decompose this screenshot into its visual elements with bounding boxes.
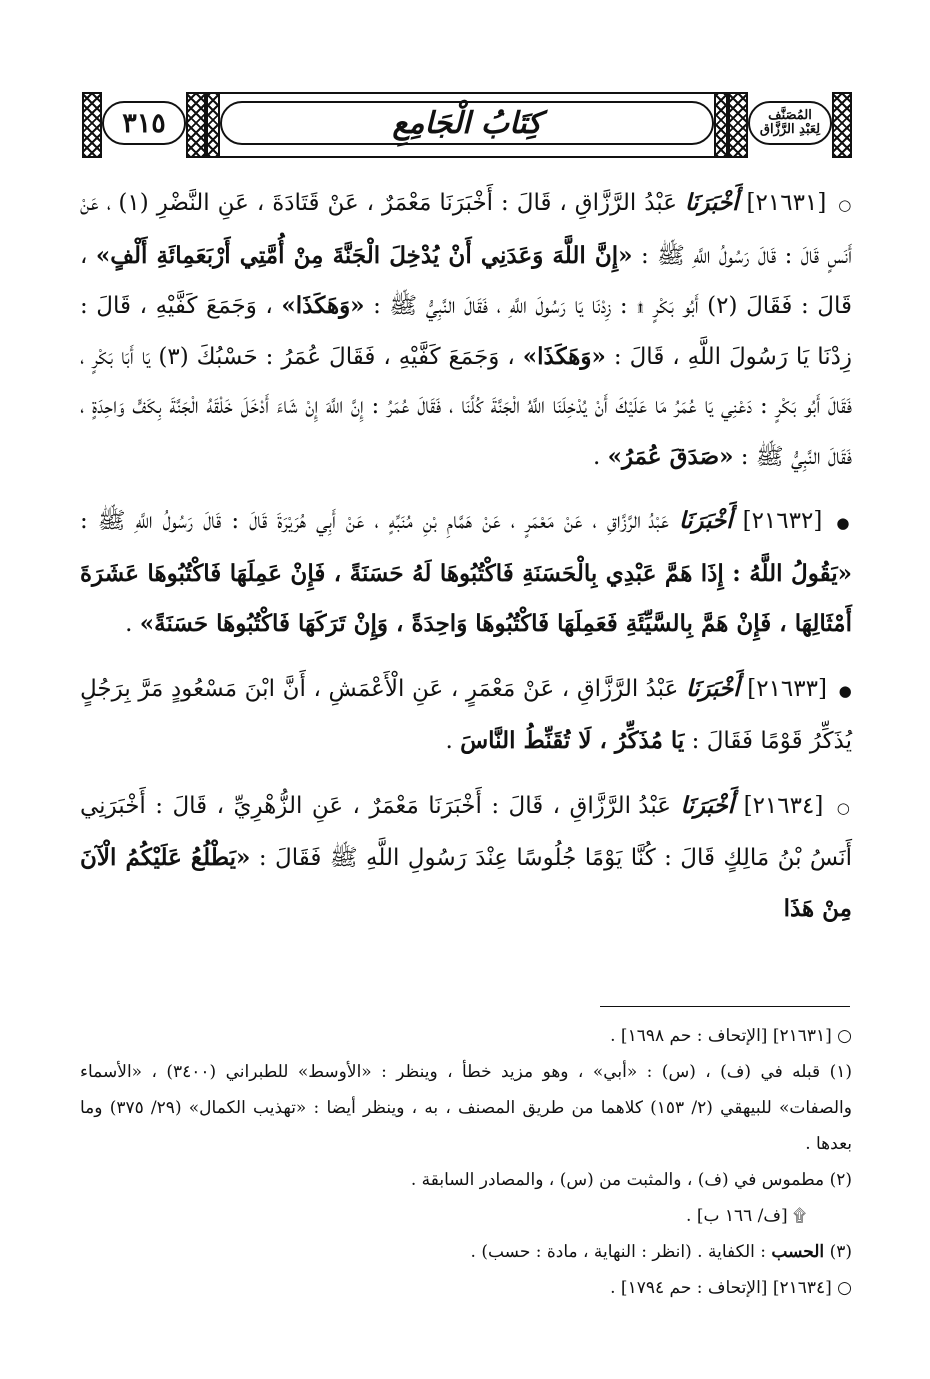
hadith-quote: «يَقُولُ اللَّهُ : إِذَا هَمَّ عَبْدِي بِالْحَسَنَةِ فَاكْتُبُوهَا لَهُ حَسَنَةً ، فَإِنْ عَمِلَهَا فَاكْتُبُوهَا عَشَرَةَ أَمْثَالِهَا ، فَإِنْ هَمَّ بِالسَّيِّئَةِ فَعَمِلَهَا فَاكْتُبُوهَا وَاحِدَةً ، وَإِنْ تَرَكَهَا فَاكْتُبُوهَا حَسَنَةً» <box>80 559 852 637</box>
footnote-2 <box>80 1162 852 1198</box>
book-logo <box>748 101 832 145</box>
hadith-end: . <box>125 611 133 637</box>
hadith-marker: ○ <box>838 196 853 214</box>
hadith-text: عَبْدُ الرَّزَّاقِ ، عَنْ مَعْمَرٍ ، عَنْ هَمَّامِ بْنِ مُنَبِّهٍ ، عَنْ أَبِي هُرَيْرَةَ قَالَ : قَالَ رَسُولُ اللَّهِ ﷺ : <box>80 508 669 534</box>
logo-line: المُصَنَّف <box>768 108 812 123</box>
hadith-text: ، وَجَمَعَ كَفَّيْهِ ، قَالَ : زِدْنَا يَا رَسُولَ اللَّهِ ، قَالَ : <box>80 293 853 370</box>
header-ornament <box>832 92 852 158</box>
hadith-marker: ● <box>836 514 853 532</box>
footnote-text: : الكفاية . (انظر : النهاية ، مادة : حسب) . <box>470 1242 767 1262</box>
hadith-end: . <box>592 443 601 470</box>
header-ornament <box>728 92 748 158</box>
hadith-quote: «يَطْلُعُ عَلَيْكُمُ الْآنَ مِنْ هَذَا <box>80 844 852 922</box>
hadith-quote: «وَهَكَذَا» <box>522 342 606 370</box>
book-title: كِتَابُ الْجَامِعِ <box>220 101 714 145</box>
footnote-number: (٢) <box>829 1170 852 1190</box>
hadith-text: ، وَجَمَعَ كَفَّيْهِ ، فَقَالَ عُمَرُ : حَسْبُكَ (٣) يَا أَبَا بَكْرٍ ، فَقَالَ أَبُو بَكْرٍ : دَعْنِي يَا عُمَرُ مَا عَلَيْكَ أَنْ يُدْخِلَنَا اللَّهُ الْجَنَّةَ كُلَّنَا ، فَقَالَ عُمَرُ : إِنَّ اللَّهَ إِنْ شَاءَ أَدْخَلَ خَلْقَهُ الْجَنَّةَ بِكَفٍّ وَاحِدَةٍ ، فَقَالَ النَّبِيُّ ﷺ : <box>80 343 852 470</box>
header-ornament <box>186 92 206 158</box>
hadith-quote: «صَدَقَ عُمَرُ» <box>607 442 734 470</box>
header-ornament <box>714 92 728 158</box>
footnote-text: مطموس في (ف) ، والمثبت من (س) ، والمصادر السابقة . <box>410 1170 825 1190</box>
hadith-number: [٢١٦٣١] <box>746 190 827 216</box>
footnote-ref: ○ [٢١٦٣١] [الإتحاف : حم ١٦٩٨] . <box>610 1026 852 1046</box>
hadith-paragraph <box>80 178 852 482</box>
hadith-quote: «إِنَّ اللَّهَ وَعَدَنِي أَنْ يُدْخِلَ الْجَنَّةَ مِنْ أُمَّتِي أَرْبَعَمِائَةِ أَلْفٍ» <box>95 241 633 269</box>
footnote-ref: ○ [٢١٦٣٤] [الإتحاف : حم ١٧٩٤] . <box>610 1278 852 1298</box>
main-text <box>80 178 852 948</box>
hadith-text: عَبْدُ الرَّزَّاقِ ، قَالَ : أَخْبَرَنَا مَعْمَرٌ ، عَنْ قَتَادَةَ ، عَنِ النَّضْرِ (١) ، عَنْ أَنَسٍ قَالَ : قَالَ رَسُولُ اللَّهِ ﷺ : <box>80 190 852 269</box>
header-ornament <box>82 92 102 158</box>
hadith-paragraph <box>80 781 852 935</box>
footnote-number: (١) <box>829 1062 852 1082</box>
footnote-3 <box>80 1234 852 1270</box>
header-rule <box>220 92 714 94</box>
footnote-number: (٣) <box>829 1242 852 1262</box>
isnad-word: أَخْبَرَنَا <box>678 507 733 534</box>
footnote-divider <box>600 1006 850 1007</box>
hadith-text: ، قَالَ : فَقَالَ (٢) أَبُو بَكْرٍ ۩ : زِدْنَا يَا رَسُولَ اللَّهِ ، فَقَالَ النَّبِيُّ ﷺ : <box>80 242 853 319</box>
page-number: ٣١٥ <box>102 101 186 145</box>
hadith-marker: ● <box>838 681 853 700</box>
hadith-number: [٢١٦٣٤] <box>743 792 824 819</box>
footnote-text: قبله في (ف) ، (س) : «أبي» ، وهو مزيد خطأ ، وينظر : «الأوسط» للطبراني (٣٤٠٠) ، «الأسماء والصفات» للبيهقي (٢/ ١٥٣) كلاهما من طريق المصنف ، به ، وينظر أيضا : «تهذيب الكمال» (٢٩/ ٣٧٥) وما بعدها . <box>80 1062 852 1154</box>
hadith-end: . <box>445 728 453 754</box>
isnad-word: أَخْبَرَنَا <box>680 791 735 819</box>
hadith-text: عَبْدُ الرَّزَّاقِ ، عَنْ مَعْمَرٍ ، عَنِ الْأَعْمَشِ ، أَنَّ ابْنَ مَسْعُودٍ مَرَّ بِرَجُلٍ يُذَكِّرُ قَوْمًا فَقَالَ : <box>80 675 852 754</box>
isnad-word: أَخْبَرَنَا <box>685 674 740 702</box>
footnote-term: الحسب <box>771 1242 825 1262</box>
hadith-number: [٢١٦٣٣] <box>747 675 827 702</box>
header-rule <box>220 156 714 158</box>
header-ornament <box>206 92 220 158</box>
hadith-paragraph <box>80 664 852 767</box>
page-header <box>82 92 852 158</box>
footnote-folio: ۩ [ف/ ١٦٦ ب] . <box>686 1206 806 1226</box>
hadith-marker: ○ <box>836 798 853 817</box>
hadith-text: عَبْدُ الرَّزَّاقِ ، قَالَ : أَخْبَرَنَا مَعْمَرٌ ، عَنِ الزُّهْرِيِّ ، قَالَ : أَخْبَرَنِي أَنَسُ بْنُ مَالِكٍ قَالَ : كُنَّا يَوْمًا جُلُوسًا عِنْدَ رَسُولِ اللَّهِ ﷺ فَقَالَ : <box>80 792 853 871</box>
hadith-paragraph <box>80 496 852 650</box>
hadith-number: [٢١٦٣٢] <box>742 508 823 534</box>
hadith-quote: «وَهَكَذَا» <box>281 292 365 319</box>
footnote-1 <box>80 1054 852 1162</box>
logo-line: لِعَبْدِ الرَّزَّاق <box>759 122 821 137</box>
isnad-word: أَخْبَرَنَا <box>684 189 739 216</box>
footnotes <box>80 1018 852 1306</box>
hadith-quote: يَا مُذَكِّرُ ، لَا تُقَنِّطُ النَّاسَ <box>460 727 685 754</box>
